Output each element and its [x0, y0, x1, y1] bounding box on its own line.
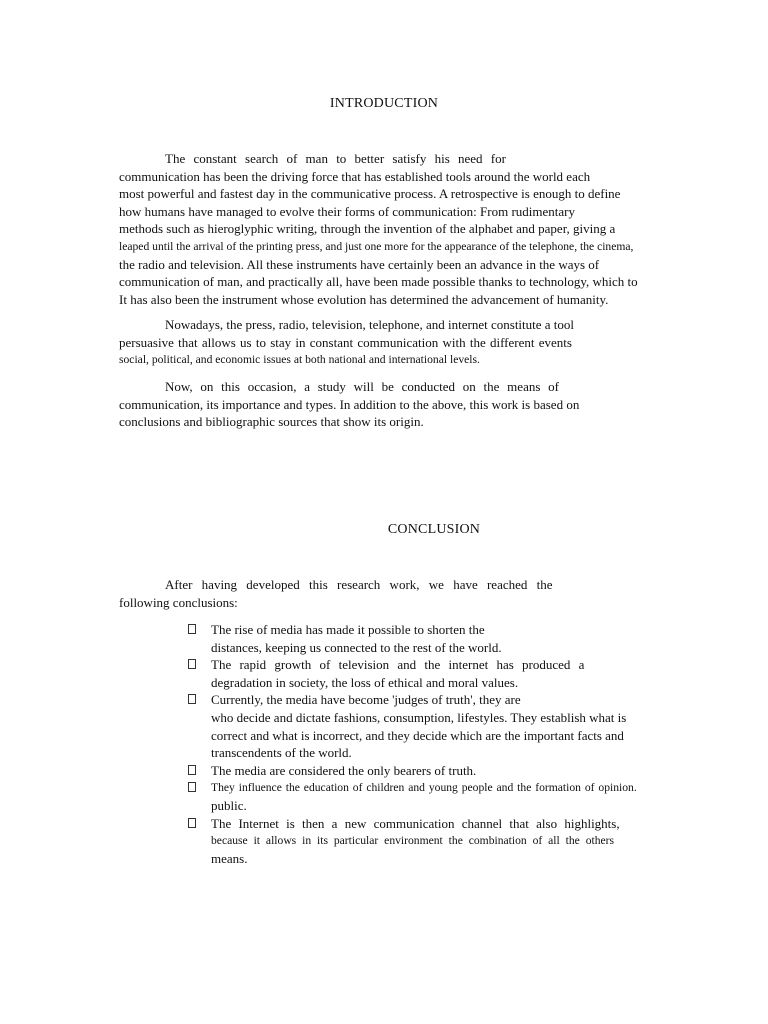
- conclusion-list: [188, 621, 692, 867]
- text-line: degradation in society, the loss of ethical and moral values.: [211, 674, 519, 690]
- text-line: means.: [211, 850, 248, 866]
- text-line: communication has been the driving force that has established tools around the world each: [119, 168, 591, 184]
- text-line: most powerful and fastest day in the communicative process. A retrospective is enough to define: [119, 186, 621, 202]
- text-line: transcendents of the world.: [211, 745, 352, 761]
- bullet-icon: [188, 694, 196, 704]
- bullet-icon: [188, 782, 196, 792]
- intro-paragraph-2: [119, 316, 692, 369]
- text-line: who decide and dictate fashions, consumption, lifestyles. They establish what is: [211, 709, 627, 725]
- text-line: After having developed this research work, we have reached the: [165, 577, 553, 592]
- text-line: the radio and television. All these instruments have certainly been an advance in the ways of: [119, 256, 600, 272]
- text-line: following conclusions:: [119, 594, 238, 610]
- conclusion-intro: [119, 576, 679, 611]
- intro-paragraph-1: [119, 150, 692, 308]
- list-item: [188, 779, 692, 814]
- text-line: conclusions and bibliographic sources that show its origin.: [119, 414, 424, 430]
- text-line: It has also been the instrument whose evolution has determined the advancement of humanity.: [119, 291, 609, 307]
- text-line: communication, its importance and types. In addition to the above, this work is based on: [119, 396, 580, 412]
- conclusion-title: CONCLUSION: [387, 522, 481, 537]
- list-item: [188, 815, 692, 868]
- text-line: The Internet is then a new communication channel that also highlights,: [211, 815, 620, 831]
- list-item: [188, 656, 692, 691]
- text-line: The rise of media has made it possible to shorten the: [211, 622, 485, 637]
- text-line: Now, on this occasion, a study will be conducted on the means of: [165, 379, 559, 394]
- text-line: correct and what is incorrect, and they decide which are the important facts and: [211, 727, 624, 743]
- text-line: public.: [211, 797, 247, 813]
- text-line: because it allows in its particular environment the combination of all the others: [211, 834, 615, 848]
- introduction-title: INTRODUCTION: [329, 96, 439, 111]
- text-line: The media are considered the only bearers of truth.: [211, 762, 477, 778]
- text-line: Currently, the media have become 'judges of truth', they are: [211, 692, 521, 708]
- bullet-icon: [188, 659, 196, 669]
- intro-paragraph-3: [119, 378, 692, 431]
- text-line: methods such as hieroglyphic writing, through the invention of the alphabet and paper, giving a: [119, 221, 616, 237]
- bullet-icon: [188, 765, 196, 775]
- list-item: [188, 762, 692, 780]
- text-line: They influence the education of children and young people and the formation of opinion.: [211, 781, 637, 795]
- bullet-icon: [188, 624, 196, 634]
- text-line: leaped until the arrival of the printing press, and just one more for the appearance of the telephone, the cinema,: [119, 239, 634, 253]
- text-line: The constant search of man to better satisfy his need for: [165, 151, 506, 166]
- text-line: social, political, and economic issues at both national and international levels.: [119, 353, 480, 367]
- text-line: Nowadays, the press, radio, television, telephone, and internet constitute a tool: [165, 317, 575, 332]
- text-line: how humans have managed to evolve their forms of communication: From rudimentary: [119, 203, 575, 219]
- bullet-icon: [188, 818, 196, 828]
- text-line: communication of man, and practically all, have been made possible thanks to technology, which to: [119, 274, 638, 290]
- text-line: persuasive that allows us to stay in constant communication with the different events: [119, 334, 572, 350]
- list-item: [188, 621, 692, 656]
- text-line: The rapid growth of television and the internet has produced a: [211, 657, 585, 673]
- list-item: [188, 691, 692, 761]
- text-line: distances, keeping us connected to the rest of the world.: [211, 639, 502, 655]
